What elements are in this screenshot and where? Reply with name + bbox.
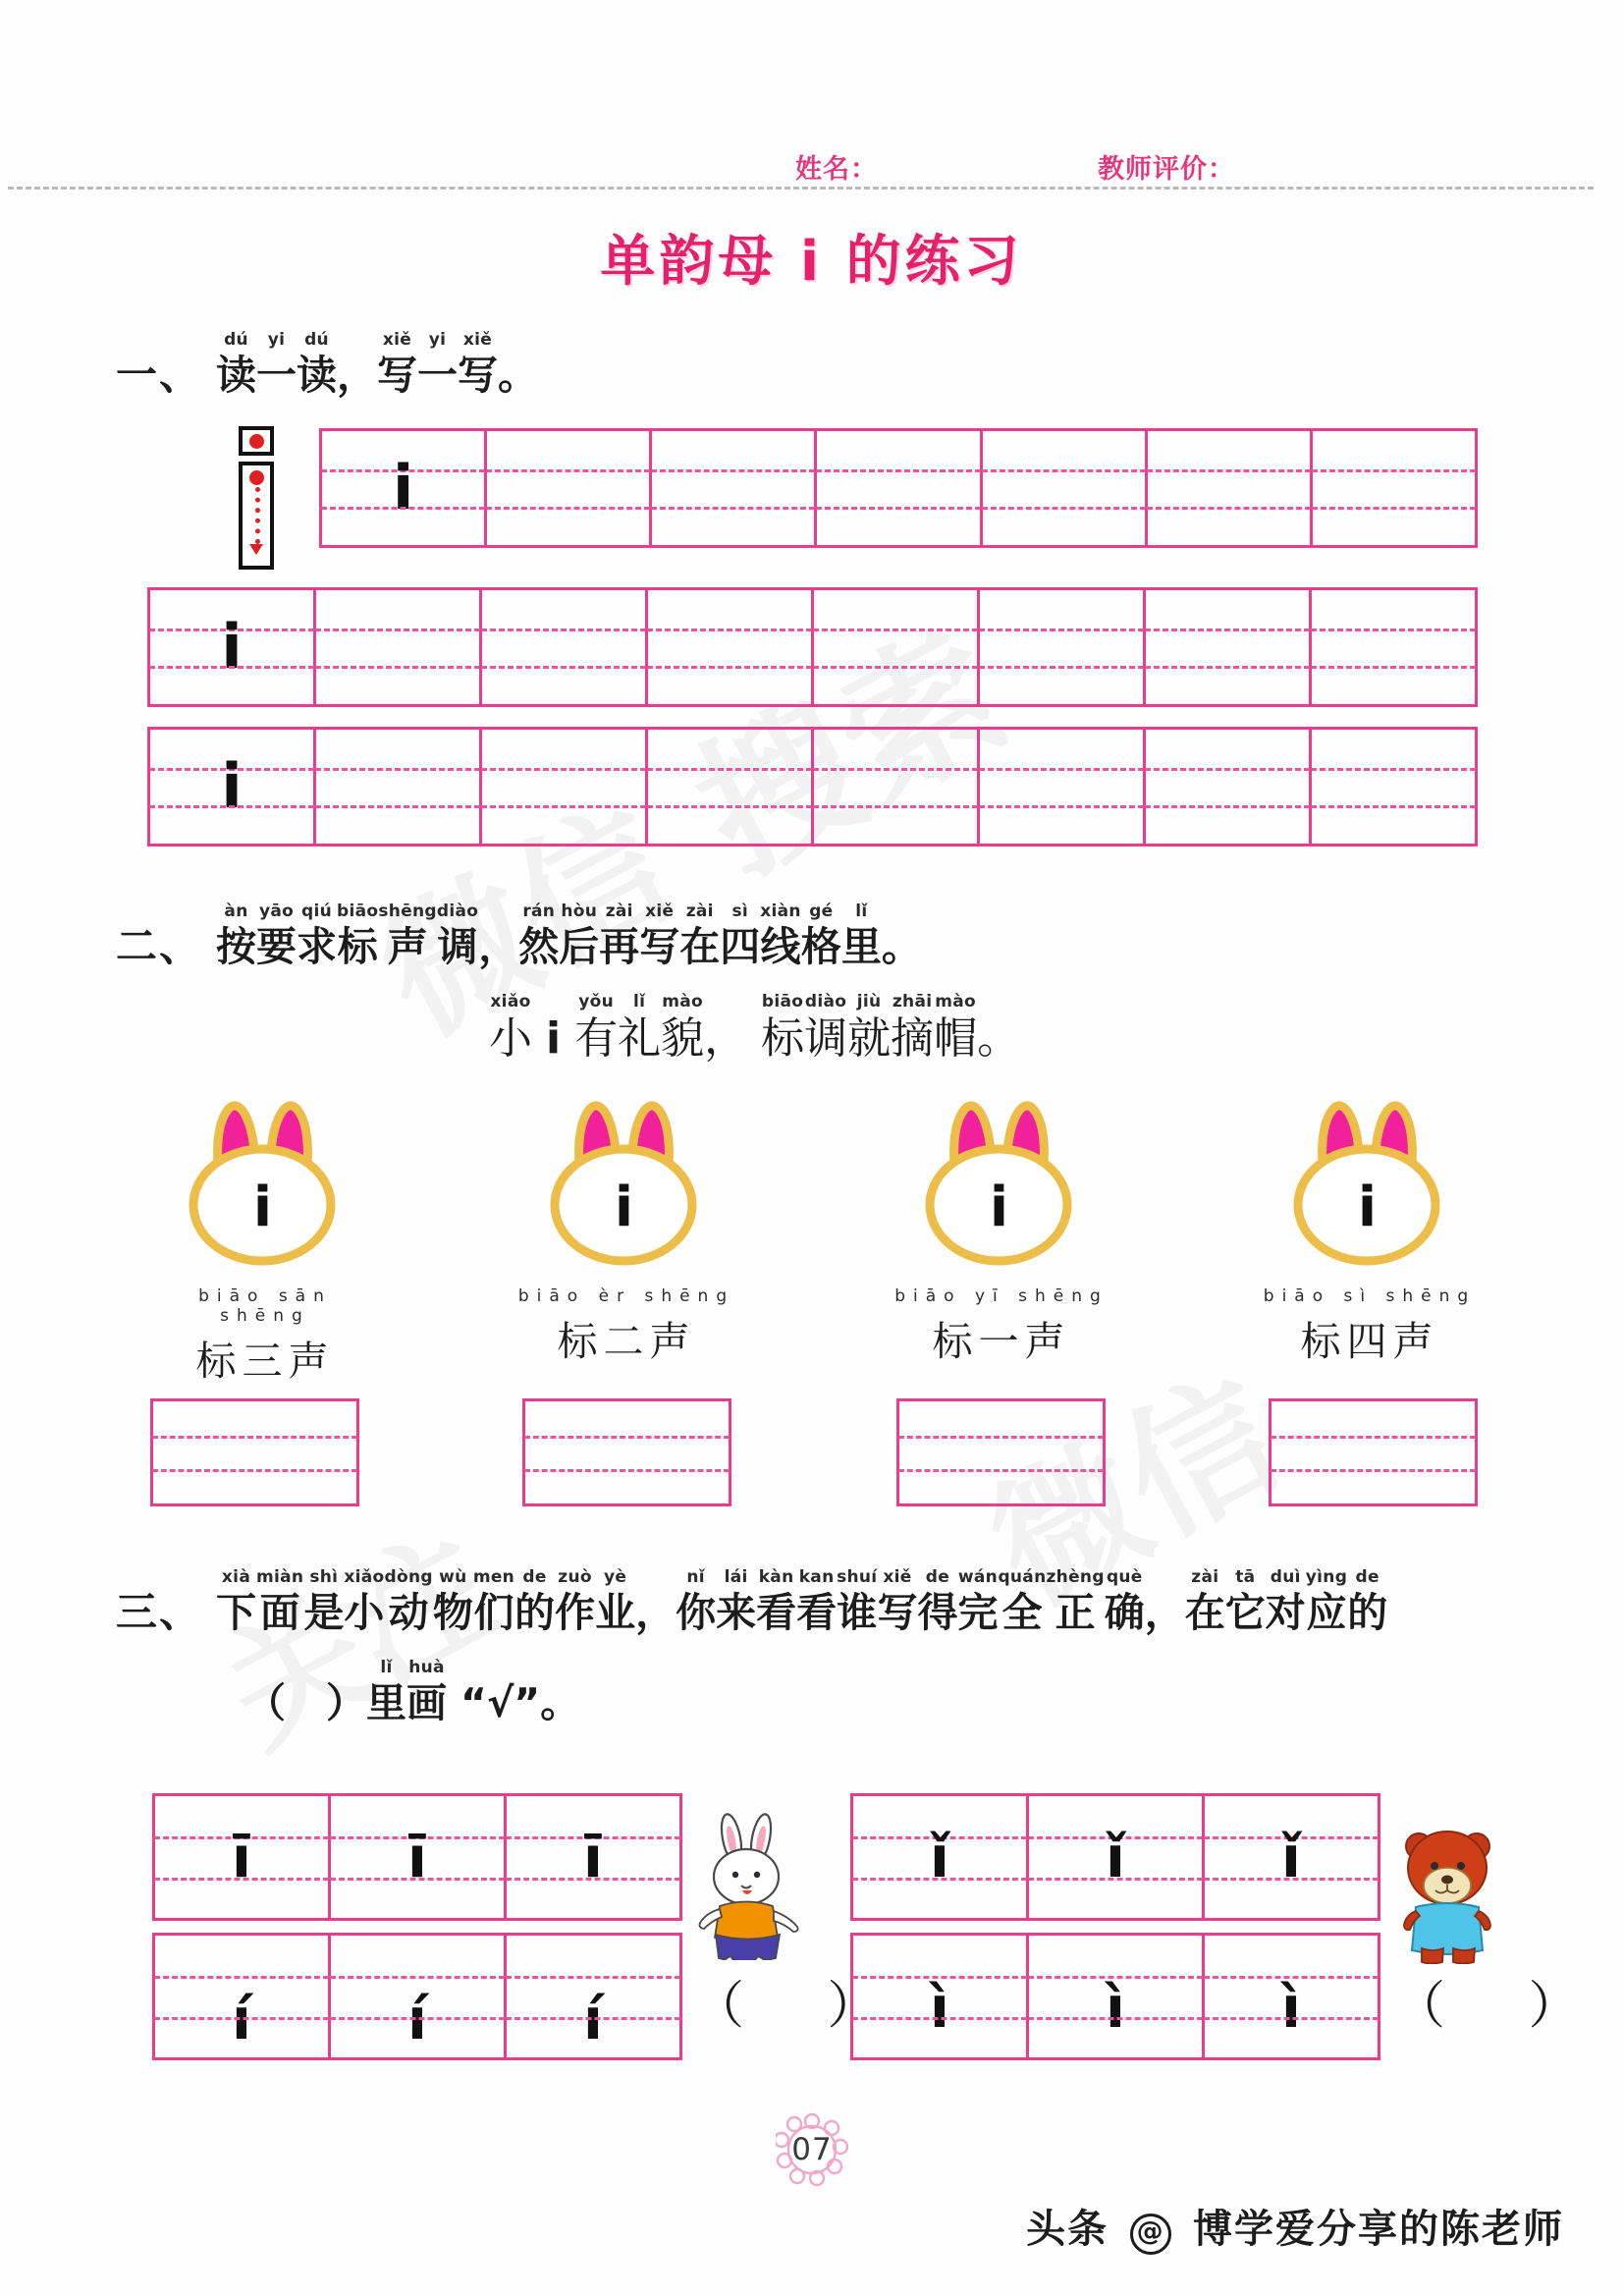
writing-cell[interactable] (1312, 730, 1475, 844)
ruby-de-1: de 的 (514, 1567, 556, 1636)
blank-parens: （ ） (245, 1679, 366, 1726)
bear-character (1386, 1817, 1519, 1968)
bunny-letter-2: i (614, 1175, 634, 1239)
name-label: 姓名： (795, 154, 878, 185)
ruby-quan: quán 全 (998, 1567, 1047, 1636)
writing-cell[interactable] (331, 1936, 507, 2057)
writing-cell[interactable] (150, 730, 316, 844)
letter-i-model: i (221, 750, 243, 822)
writing-cell[interactable] (1313, 431, 1475, 545)
ruby-du-2: dú 读 (297, 330, 338, 399)
comma-4: ， (1144, 1589, 1185, 1636)
comma-3: ， (635, 1589, 676, 1636)
writing-cell[interactable] (814, 730, 980, 844)
ruby-mao-manner: mào 貌 (661, 992, 705, 1064)
writing-cell[interactable] (1148, 431, 1313, 545)
ruby-ye: yè 业 (595, 1567, 636, 1636)
ruby-zuo: zuò 作 (555, 1567, 596, 1636)
ruby-shui: shuí 谁 (837, 1567, 878, 1636)
letter-i-model: i (221, 611, 243, 683)
ex3-left-grid-row-2[interactable] (152, 1933, 682, 2060)
writing-cell[interactable] (525, 1401, 729, 1503)
ruby-zhai: zhāi 摘 (891, 992, 935, 1064)
rhyme-period: 。 (977, 1013, 1021, 1064)
writing-cell[interactable] (482, 590, 648, 704)
section-2-number: 二、 (116, 922, 203, 970)
ruby-de-2: de 得 (917, 1567, 958, 1636)
bunny-pinyin-4: biāo sì shēng (1263, 1286, 1477, 1306)
check-mark-instruction: “√”。 (460, 1679, 581, 1726)
writing-cell[interactable] (155, 1796, 331, 1918)
writing-cell[interactable] (1029, 1796, 1205, 1918)
ruby-dui: duì 对 (1265, 1567, 1306, 1636)
comma-1: ， (337, 352, 378, 399)
ex3-left-checkbox[interactable]: （ ） (693, 1977, 912, 2036)
ruby-ran: rán 然 (518, 902, 560, 970)
ruby-diao-2: diào 调 (804, 992, 848, 1064)
bunny-text-3: 标一声 (932, 1318, 1071, 1365)
bunny-letter-4: i (1357, 1175, 1378, 1239)
writing-cell[interactable] (1146, 730, 1312, 844)
ruby-de-3: de 的 (1347, 1567, 1388, 1636)
ex3-left-grid-row-1[interactable] (152, 1793, 682, 1921)
rhyme-line (489, 992, 1021, 1064)
ruby-yi-1: yi 一 (256, 330, 298, 399)
dot-stroke-icon (249, 434, 264, 449)
writing-cell[interactable] (983, 431, 1148, 545)
writing-cell[interactable] (980, 590, 1146, 704)
bunny-pinyin-1: biāo sān shēng (198, 1286, 332, 1326)
letter-i-tone2: í (232, 1986, 251, 2052)
writing-cell[interactable] (482, 730, 648, 844)
ruby-li: lǐ 里 (840, 902, 882, 970)
footer-platform: 头条 (1026, 2207, 1109, 2252)
bunny-text-1: 标三声 (195, 1338, 335, 1385)
writing-grid-row-2[interactable] (147, 587, 1478, 707)
tone-answer-box-4[interactable] (1269, 1398, 1478, 1506)
section-1-heading (116, 330, 539, 399)
bunny-pinyin-2: biāo èr shēng (517, 1286, 735, 1306)
writing-cell[interactable] (899, 1401, 1103, 1503)
ruby-hua: huà 画 (406, 1658, 447, 1726)
bunny-head-2 (538, 1090, 710, 1272)
writing-cell[interactable] (814, 590, 980, 704)
writing-grid-row-3[interactable] (147, 727, 1478, 847)
writing-cell[interactable] (153, 1401, 356, 1503)
letter-i-tone3: ǐ (1106, 1824, 1125, 1890)
ruby-xie-3: xiě 写 (639, 902, 680, 970)
ruby-you: yǒu 有 (574, 992, 619, 1064)
ruby-an: àn 按 (216, 902, 257, 970)
bunny-letter-3: i (989, 1175, 1009, 1239)
period-2: 。 (881, 923, 922, 970)
stroke-order-step-1 (239, 426, 274, 456)
page-title: 单韵母 i 的练习 (600, 230, 1023, 294)
bunny-label-2 (514, 1286, 739, 1367)
letter-i-tone2: í (583, 1986, 603, 2052)
ruby-men: men 们 (472, 1567, 515, 1636)
writing-cell[interactable] (316, 590, 482, 704)
ruby-wu: wù 物 (432, 1567, 473, 1636)
tone-answer-box-3[interactable] (896, 1398, 1106, 1506)
ruby-xie-2: xiě 写 (458, 330, 499, 399)
writing-cell[interactable] (980, 730, 1146, 844)
ruby-sheng: shēng 声 (378, 902, 437, 970)
ruby-xia: xià 下 (216, 1567, 257, 1636)
writing-cell[interactable] (1205, 1936, 1378, 2057)
ruby-xie-4: xiě 写 (877, 1567, 918, 1636)
writing-cell[interactable] (648, 590, 814, 704)
ruby-xiao: xiǎo 小 (489, 992, 532, 1064)
writing-cell[interactable] (648, 730, 814, 844)
writing-cell[interactable] (1312, 590, 1475, 704)
ruby-hou: hòu 后 (559, 902, 600, 970)
ruby-ge: gé 格 (800, 902, 841, 970)
ruby-du-1: dú 读 (216, 330, 257, 399)
writing-cell[interactable] (155, 1936, 331, 2057)
writing-cell[interactable] (150, 590, 316, 704)
writing-cell[interactable] (507, 1936, 679, 2057)
letter-i-tone4: ì (1281, 1974, 1301, 2041)
ruby-wan: wán 完 (957, 1567, 999, 1636)
writing-cell[interactable] (316, 730, 482, 844)
ruby-que: què 确 (1104, 1567, 1145, 1636)
ruby-xian: xiàn 线 (760, 902, 801, 970)
ruby-zai-1: zài 再 (599, 902, 640, 970)
writing-cell[interactable] (652, 431, 817, 545)
letter-i-tone1: ī (407, 1824, 427, 1890)
bunny-head-3 (913, 1090, 1085, 1272)
ex3-right-grid-row-1[interactable] (850, 1793, 1380, 1921)
writing-cell[interactable] (331, 1796, 507, 1918)
bunny-head-4 (1281, 1090, 1453, 1272)
ruby-si: sì 四 (720, 902, 761, 970)
letter-i-tone2: í (407, 1986, 427, 2052)
ruby-ying: yìng 应 (1305, 1567, 1348, 1636)
letter-i-tone1: ī (232, 1824, 251, 1890)
page-number: 07 (791, 2132, 833, 2167)
ruby-qiu: qiú 求 (297, 902, 338, 970)
letter-i-tone3: ǐ (930, 1824, 949, 1890)
ruby-shi: shì 是 (303, 1567, 345, 1636)
ruby-kan-1: kàn 看 (756, 1567, 797, 1636)
bunny-head-1 (177, 1090, 349, 1272)
writing-cell[interactable] (853, 1796, 1029, 1918)
bunny-label-1 (152, 1286, 378, 1387)
section-3-heading-line1 (116, 1567, 1388, 1636)
footer-author: 博学爱分享的陈老师 (1193, 2207, 1564, 2252)
ruby-mao-hat: mào 帽 (934, 992, 978, 1064)
bunny-text-2: 标二声 (557, 1318, 696, 1365)
tone-answer-box-1[interactable] (150, 1398, 359, 1506)
bunny-label-4 (1257, 1286, 1483, 1367)
ex3-right-grid-row-2[interactable] (850, 1933, 1380, 2060)
stroke-arrow-icon (249, 544, 263, 555)
ruby-zai-2: zài 在 (679, 902, 721, 970)
ex3-right-checkbox[interactable]: （ ） (1394, 1977, 1613, 2036)
writing-cell[interactable] (487, 431, 652, 545)
tone-answer-box-2[interactable] (522, 1398, 731, 1506)
bunny-label-3 (889, 1286, 1114, 1367)
bunny-text-4: 标四声 (1300, 1318, 1439, 1365)
stroke-order-step-2 (239, 462, 274, 570)
footer-credit (1026, 2198, 1564, 2255)
ruby-kan-2: kan 看 (796, 1567, 838, 1636)
rabbit-character (687, 1813, 815, 1964)
stroke-start-dot-icon (249, 470, 264, 485)
writing-cell[interactable] (1029, 1936, 1205, 2057)
section-2-heading (116, 902, 922, 970)
section-3-number: 三、 (116, 1588, 203, 1636)
letter-i-tone1: ī (583, 1824, 603, 1890)
writing-cell[interactable] (853, 1936, 1029, 2057)
ruby-ni: nǐ 你 (676, 1567, 717, 1636)
rabbit-icon (687, 1813, 815, 1960)
ruby-ta: tā 它 (1224, 1567, 1266, 1636)
ruby-yi-2: yi 一 (417, 330, 459, 399)
section-1-number: 一、 (116, 351, 203, 399)
letter-i-tone4: ì (1106, 1974, 1125, 2041)
writing-cell[interactable] (1205, 1796, 1378, 1918)
ruby-lai: lái 来 (716, 1567, 757, 1636)
ruby-mian: miàn 面 (256, 1567, 304, 1636)
teacher-eval-label: 教师评价： (1098, 154, 1235, 185)
bunny-letter-1: i (252, 1175, 273, 1239)
ruby-zai-3: zài 在 (1184, 1567, 1225, 1636)
ruby-dong: dòng 动 (384, 1567, 433, 1636)
ruby-jiu: jiù 就 (847, 992, 892, 1064)
letter-i-model: i (392, 452, 414, 523)
header-divider (8, 187, 1594, 190)
ruby-xiao-2: xiǎo 小 (344, 1567, 385, 1636)
at-sign-icon: @ (1130, 2214, 1171, 2255)
bunny-pinyin-3: biāo yī shēng (894, 1286, 1109, 1306)
letter-i-tone3: ǐ (1281, 1824, 1301, 1890)
writing-grid-row-1[interactable] (319, 428, 1478, 548)
stroke-direction-line (255, 487, 260, 544)
ruby-yao: yāo 要 (256, 902, 298, 970)
comma-2: ， (478, 923, 519, 970)
page-number-badge (776, 2113, 848, 2186)
ruby-diao: diào 调 (436, 902, 479, 970)
section-3-heading-line2 (245, 1658, 581, 1726)
writing-cell[interactable] (817, 431, 982, 545)
header-row (0, 147, 1623, 191)
bear-icon (1386, 1817, 1519, 1964)
writing-cell[interactable] (322, 431, 487, 545)
writing-cell[interactable] (1146, 590, 1312, 704)
letter-i-tone4: ì (930, 1974, 949, 2041)
ruby-zheng: zhèng 正 (1046, 1567, 1105, 1636)
ruby-biao-2: biāo 标 (761, 992, 805, 1064)
ruby-biao: biāo 标 (337, 902, 379, 970)
writing-cell[interactable] (1271, 1401, 1475, 1503)
ruby-xie-1: xiě 写 (377, 330, 418, 399)
ruby-li-in: lǐ 里 (366, 1658, 406, 1726)
writing-cell[interactable] (507, 1796, 679, 1918)
period-1: 。 (498, 352, 539, 399)
rhyme-letter-i: i (546, 1013, 562, 1064)
rhyme-comma: ， (704, 1013, 748, 1064)
ruby-li-polite: lǐ 礼 (618, 992, 662, 1064)
